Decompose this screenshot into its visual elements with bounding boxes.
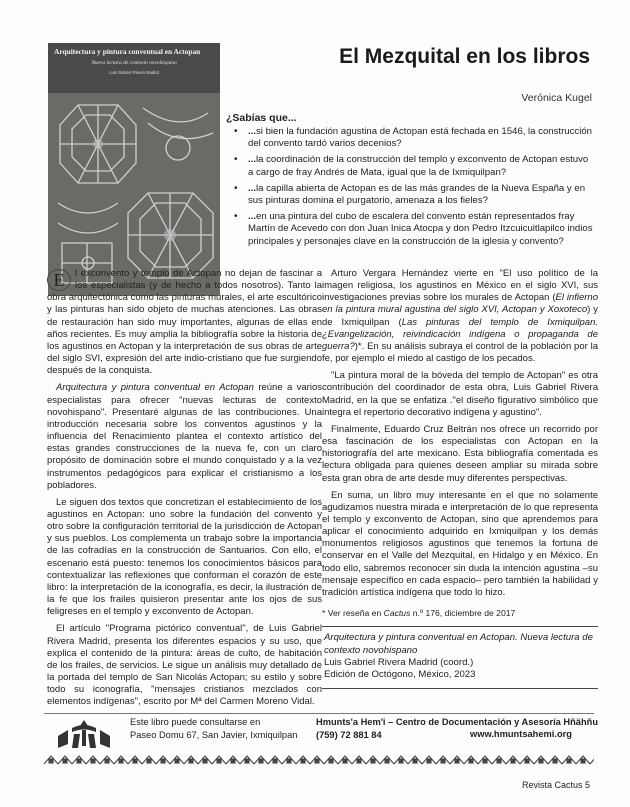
did-you-know-item (226, 211, 596, 248)
border-motif (371, 759, 375, 763)
paragraph: Finalmente, Eduardo Cruz Beltrán nos ofrece un recorrido por esa fascinación de los especialistas con Actopan en la historiografía del arte mexicano. Esta bibliografía comentada es lectura obligada para quienes deseen ampliar su mirada sobre esta gran obra de arte desde muy diferentes perspectivas. (322, 423, 598, 484)
border-motif (161, 759, 165, 763)
footer-location-line: Este libro puede consultarse en (130, 717, 261, 727)
border-motif (119, 759, 123, 763)
border-motif (287, 759, 291, 763)
footer-org-name: Hmunts'a Hem'i – Centro de Documentación y Asesoría Hñähñu (316, 717, 599, 727)
cited-title: Las pinturas del templo de Ixmiquilpan. ¿Evangelización, reivindicación indígena o propaganda de guerra? (322, 316, 598, 352)
footer-divider (44, 713, 594, 714)
border-motif (105, 759, 109, 763)
border-motif (259, 759, 263, 763)
border-motif (329, 759, 333, 763)
border-motif (553, 759, 557, 763)
paragraph-text: Arturo Vergara Hernández vierte en "El uso político de la imagen religiosa, los agustinos en México en el siglo XVI, sus investigaciones previas sobre los murales de Actopan ( (322, 268, 598, 304)
book-reference-title: Arquitectura y pintura conventual en Actopan. Nueva lectura de contexto novohispano (324, 632, 593, 656)
paragraph (47, 382, 322, 491)
item-text: en una pintura del cubo de escalera del convento están representados fray Martín de Acevedo con don Juan Inica Atocpa y don Pedro Itzcuicuitlapilco indios principales y personajes clave en la construcción de la iglesia y convento? (248, 211, 593, 247)
border-motif (511, 759, 515, 763)
article-author: Verónica Kugel (521, 92, 592, 104)
did-you-know-item (226, 154, 596, 178)
item-lead: ... (248, 154, 256, 166)
border-motif (357, 759, 361, 763)
border-motif (469, 759, 473, 763)
border-motif (315, 759, 319, 763)
border-motif (399, 759, 403, 763)
left-column (47, 268, 322, 713)
border-motif (77, 759, 81, 763)
border-motif (525, 759, 529, 763)
item-text: la capilla abierta de Actopan es de las más grandes de la Nueva España y en sus pinturas domina el purgatorio, amenaza a los fieles? (248, 182, 586, 207)
paragraph-text: reúne a varios especialistas para ofrecer "nuevas lecturas de contexto novohispano". Presentaré algunas de las contribuciones. Una introducción necesaria sobre los conventos agustinos y la influencia del Renacimiento plantea el contexto artístico del estas grandes construcciones de la nueva fe, con un claro propósito de dominación sobre el mundo conquistado y a la vez instrumentos pedagógicos para explicar el cristianismo a los pobladores. (47, 382, 322, 491)
cover-subtitle: Nueva lectura de contexto novohispano (91, 59, 177, 66)
border-motif (189, 759, 193, 763)
border-motif (301, 759, 305, 763)
border-motif (581, 759, 585, 763)
item-text: la coordinación de la construcción del templo y exconvento de Actopan estuvo a cargo de fray Andrés de Mata, igual que la de Ixmiquilpan? (248, 154, 589, 178)
border-motif (203, 759, 207, 763)
border-motif (63, 759, 67, 763)
did-you-know-item (226, 183, 596, 207)
cover-band (48, 43, 220, 93)
border-motif (567, 759, 571, 763)
paragraph: El artículo "Programa pictórico conventual", de Luis Gabriel Rivera Madrid, presenta los diferentes espacios y su uso, que explica el contenido de la pintura: áreas de culto, de habitación de los frailes, de servicios. Le sigue un análisis muy detallado de la portada del templo de San Nicolás Actopan; su estilo y sobre todo su iconografía, "mensajes cristianos mezclados con elementos indígenas", escrito por Mª del Carmen Moreno Vidal. (47, 623, 322, 708)
footer-phone: (759) 72 881 84 (316, 730, 382, 740)
border-motif (427, 759, 431, 763)
paragraph-text: ) y de Ixmiquilpan ( (322, 304, 598, 328)
book-reference-box (322, 626, 598, 689)
border-motif (441, 759, 445, 763)
item-lead: ... (248, 126, 256, 137)
book-cover (48, 43, 220, 296)
cover-illustration (48, 93, 220, 296)
paragraph-text: l exconvento y templo de Actopan no dejan de fascinar a los especialistas (y de hecho a todos nosotros). Tanto la obra arquitectónica como las pinturas murales, el arte escultórico y las pinturas han sido objeto de muchas atenciones. Las obras de restauración han sido muy importantes, algunas de ellas en años recientes. Es muy amplia la bibliografía sobre la historia de los agustinos en Actopan y la interpretación de sus obras de arte del siglo SVI, expresión del arte indio-cristiano que fue surgiendo después de la conquista. (47, 268, 322, 377)
paragraph (322, 268, 598, 365)
footnote-text: * Ver reseña en (322, 608, 384, 619)
border-motif (539, 759, 543, 763)
footer-website[interactable]: www.hmuntsahemi.org (470, 729, 572, 739)
border-motif (343, 759, 347, 763)
footnote-magazine: Cactus (383, 608, 411, 619)
border-motif (245, 759, 249, 763)
cover-title: Arquitectura y pintura conventual en Actopan (54, 47, 201, 56)
cited-title: El infierno en la pintura mural agustina del siglo XVI, Actopan y Xoxoteco (322, 292, 598, 316)
paragraph-text: )*. En su análisis subraya el control de la población por la fe, por ejemplo el miedo al castigo de los pecados. (322, 340, 598, 365)
right-column (322, 268, 598, 689)
border-motif (147, 759, 151, 763)
paragraph (47, 268, 322, 377)
paragraph: En suma, un libro muy interesante en el que no solamente agudizamos nuestra mirada e interpretación de lo que representa el templo y exconvento de Actopan, sino que aprendemos para aplicar el conocimiento adquirido en Ixmiquilpan y los demás monumentos religiosos agustinos que tenemos la fortuna de conservar en el Valle del Mezquital, en Hidalgo y en México. En todo ello, sabremos reconocer sin duda la intención agustina –su mensaje específico en cada espacio– pero también la habilidad y tradición artística indígena que todo lo hizo. (322, 489, 598, 598)
paragraph: Le siguen dos textos que concretizan el establecimiento de los agustinos en Actopan: uno sobre la fundación del convento y otro sobre la configuración territorial de la jurisdicción de Actopan y sus pueblos. Los complementa un trabajo sobre la importancia de las cofradías en la construcción de Santuarios. Con ello, el escenario está puesto: tenemos los conocimientos básicos para contextualizar las reflexiones que conforman el corazón de este libro: la interpretación de la iconografía, es decir, la ilustración de la fe que los frailes quisieron presentar ante los ojos de sus feligreses en el templo y exconvento de Actopan. (47, 496, 322, 618)
footer-location (130, 716, 297, 742)
book-title-inline: Arquitectura y pintura conventual en Actopan (56, 382, 254, 394)
border-motif (133, 759, 137, 763)
did-you-know-list (226, 126, 596, 248)
drop-cap: E (47, 269, 71, 291)
border-motif (385, 759, 389, 763)
did-you-know-item (226, 126, 596, 150)
border-motif (273, 759, 277, 763)
decorative-border (44, 754, 594, 766)
border-motif (49, 759, 53, 763)
page-number: Revista Cactus 5 (521, 780, 590, 790)
cover-author: Luis Gabriel Rivera Madrid (109, 69, 159, 75)
organization-logo (52, 718, 116, 752)
item-text: si bien la fundación agustina de Actopan está fechada en 1546, la construcción del convento tardó varios decenios? (248, 126, 593, 150)
book-reference-author: Luis Gabriel Rivera Madrid (coord.) (324, 657, 474, 669)
article-title: El Mezquital en los libros (339, 45, 590, 68)
footer-location-line: Paseo Domu 67, San Javier, Ixmiquilpan (130, 730, 298, 740)
footnote (322, 607, 598, 619)
border-motif (231, 759, 235, 763)
border-motif (91, 759, 95, 763)
item-lead: ... (248, 211, 256, 223)
did-you-know-box (226, 112, 596, 252)
border-motif (590, 756, 594, 764)
border-motif (217, 759, 221, 763)
border-motif (483, 759, 487, 763)
book-reference-edition: Edición de Octógono, México, 2023 (324, 669, 476, 681)
border-motif (413, 759, 417, 763)
border-motif (455, 759, 459, 763)
footnote-text: n.º 176, diciembre de 2017 (410, 608, 516, 619)
border-motif (175, 759, 179, 763)
border-motif (497, 759, 501, 763)
did-you-know-heading: ¿Sabías que... (226, 112, 297, 124)
paragraph: "La pintura moral de la bóveda del templo de Actopan" es otra contribución del coordinador de esta obra, Luis Gabriel Rivera Madrid, en la que se enfatiza ."el diseño figurativo simbólico que integra el repertorio decorativo indígena y agustino". (322, 370, 598, 418)
item-lead: ... (248, 182, 256, 194)
